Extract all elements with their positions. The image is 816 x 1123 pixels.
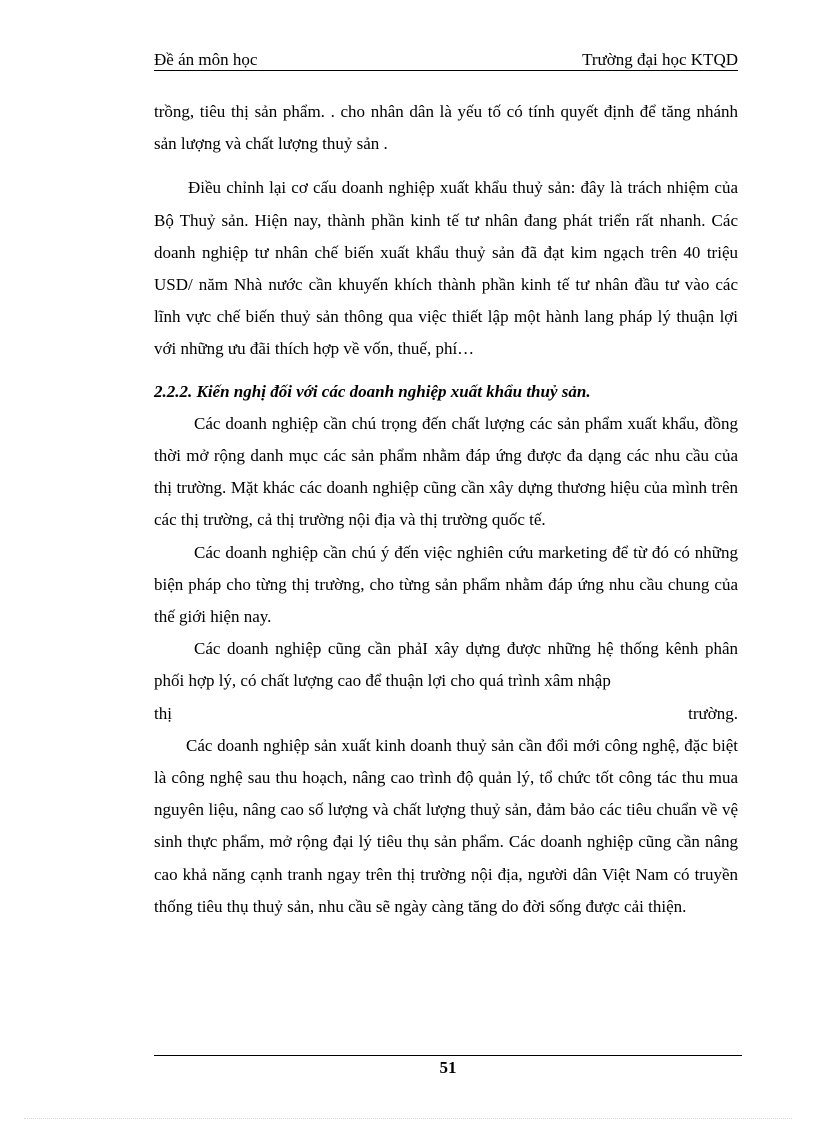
header-university-name: Trường đại học KTQD	[582, 50, 738, 69]
section-heading: 2.2.2. Kiến nghị đối với các doanh nghiệp xuất khẩu thuỷ sản.	[154, 381, 591, 401]
page-number: 51	[439, 1058, 457, 1077]
last-line-left-word: thị	[154, 703, 172, 723]
paragraph-technology: Các doanh nghiệp sản xuất kinh doanh thuỷ sản cần đổi mới công nghệ, đặc biệt là công nghệ sau thu hoạch, nâng cao trình độ quản lý, tổ chức tốt công tác thu mua nguyên liệu, nâng cao số lượng và chất lượng thuỷ sản, đảm bảo các tiêu chuẩn về vệ sinh thực phẩm, mở rộng đại lý tiêu thụ sản phẩm. Các doanh nghiệp cũng cần nâng cao khả năng cạnh tranh ngay trên thị trường nội địa, người dân Việt Nam có truyền thống tiêu thụ thuỷ sản, nhu cầu sẽ ngày càng tăng do đời sống được cải thiện.	[154, 735, 738, 916]
footer-divider	[154, 1055, 742, 1056]
paragraph-restructuring: Điều chỉnh lại cơ cấu doanh nghiệp xuất khẩu thuỷ sản: đây là trách nhiệm của Bộ Thuỷ sản. Hiện nay, thành phần kinh tế tư nhân đang phát triển rất nhanh. Các doanh nghiệp tư nhân chế biến xuất khẩu thuỷ sản đã đạt kim ngạch trên 40 triệu USD/ năm Nhà nước cần khuyến khích thành phần kinh tế tư nhân đầu tư vào các lĩnh vực chế biến thuỷ sản thông qua việc thiết lập một hành lang pháp lý thuận lợi với những ưu đãi thích hợp về vốn, thuế, phí…	[154, 178, 738, 359]
paragraph-continuation: trồng, tiêu thị sản phẩm. . cho nhân dân là yếu tố có tính quyết định để tăng nhánh sản lượng và chất lượng thuỷ sản .	[154, 102, 738, 154]
paragraph-marketing: Các doanh nghiệp cần chú ý đến việc nghiên cứu marketing để từ đó có những biện pháp cho từng thị trường, cho từng sản phẩm nhằm đáp ứng nhu cầu chung của thế giới hiện nay.	[154, 542, 738, 627]
last-line-right-word: trường.	[688, 703, 738, 723]
page-header	[154, 46, 738, 71]
page-bottom-edge	[24, 1118, 792, 1119]
paragraph-product-quality: Các doanh nghiệp cần chú trọng đến chất lượng các sản phẩm xuất khẩu, đồng thời mở rộng danh mục các sản phẩm nhằm đáp ứng được đa dạng các nhu cầu của thị trường. Mặt khác các doanh nghiệp cũng cần xây dựng thương hiệu của mình trên các thị trường, cả thị trường nội địa và thị trường quốc tế.	[154, 413, 738, 530]
paragraph-distribution: Các doanh nghiệp cũng cần phảI xây dựng được những hệ thống kênh phân phối hợp lý, có chất lượng cao để thuận lợi cho quá trình xâm nhập	[154, 639, 738, 691]
document-body	[154, 96, 738, 923]
header-course-title: Đề án môn học	[154, 50, 258, 69]
paragraph-distribution-last-line	[154, 698, 738, 730]
